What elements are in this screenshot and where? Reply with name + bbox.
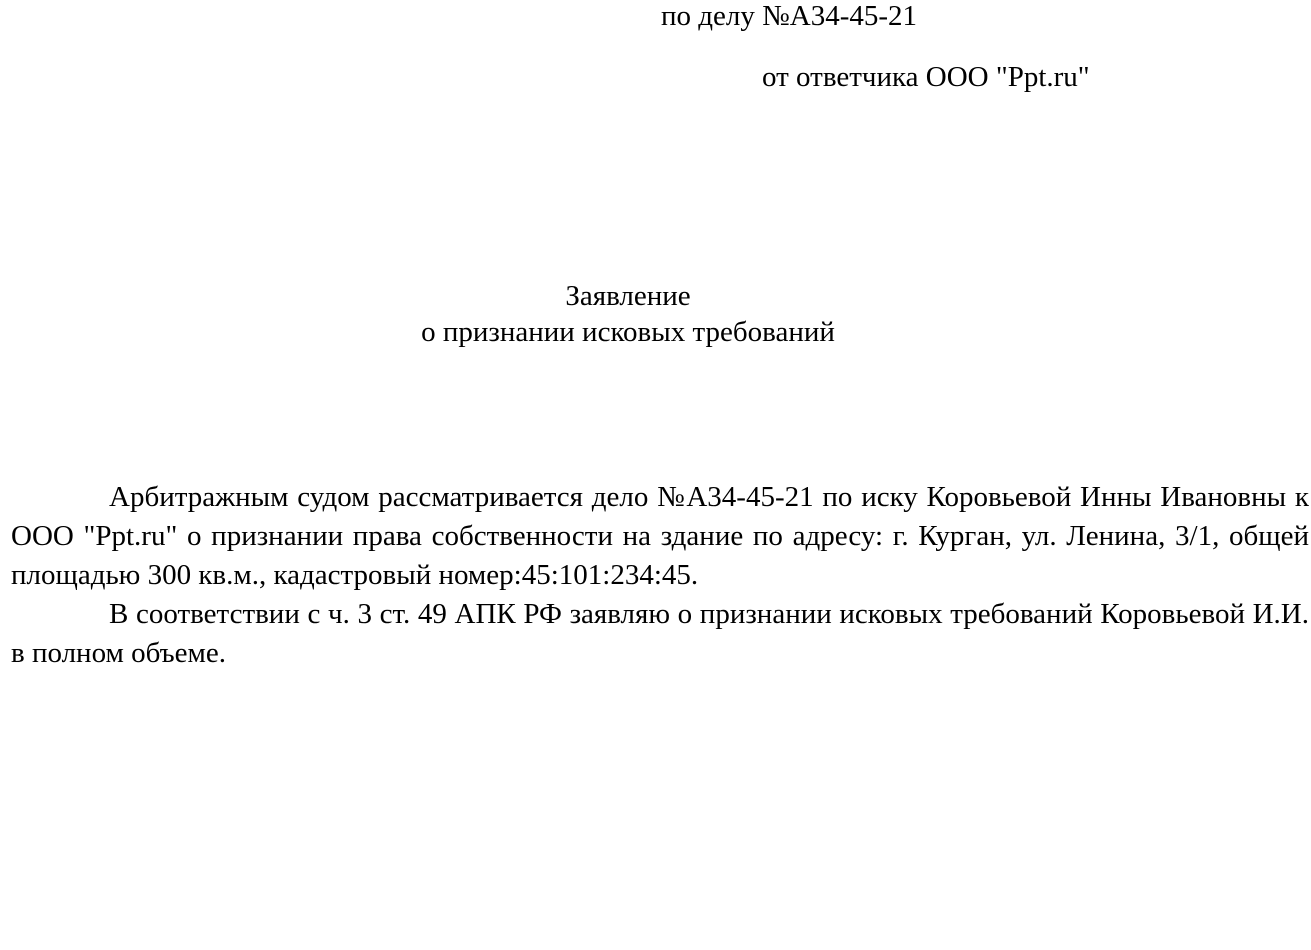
title-line-subject: о признании исковых требований — [421, 316, 835, 348]
document-body — [11, 478, 1309, 673]
body-paragraph-admission: В соответствии с ч. 3 ст. 49 АПК РФ заявляю о признании исковых требований Коровьевой И.И. в полном объеме. — [11, 598, 1309, 669]
title-line-statement: Заявление — [565, 280, 691, 312]
body-paragraph-case: Арбитражным судом рассматривается дело №А34-45-21 по иску Коровьевой Инны Ивановны к ООО "Ppt.ru" о признании права собственности на здание по адресу: г. Курган, ул. Ленина, 3/1, общей площадью 300 кв.м., кадастровый номер:45:101:234:45. — [11, 481, 1309, 591]
respondent-line: от ответчика ООО "Ppt.ru" — [762, 61, 1090, 93]
case-reference: по делу №А34-45-21 — [661, 0, 918, 32]
document-title — [0, 278, 1256, 350]
